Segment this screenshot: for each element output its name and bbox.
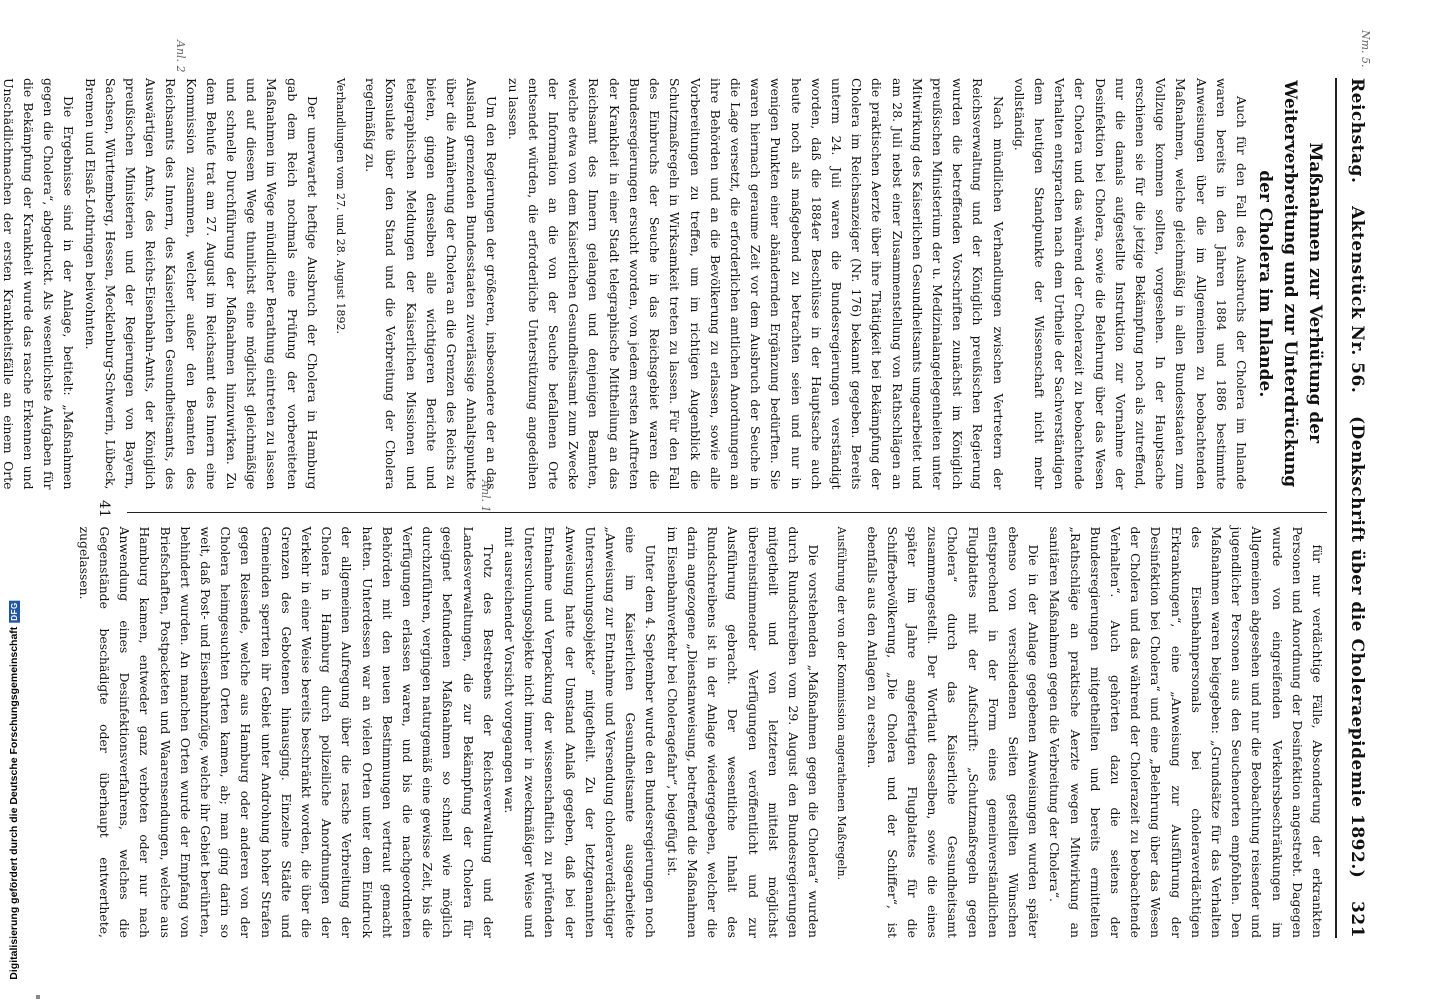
paragraph: Die Ergebnisse sind in der Anlage, betitelt: „Maßnahmen gegen die Cholera“, abgedruckt. Als wesentlichste Aufgaben für die Bekämpfung der Krankheit wurde das rasche Erkennen und Unschädlichmachen der ersten Krankheitsfälle an einem Orte	[0, 78, 77, 490]
folio-number: 41	[96, 500, 112, 518]
right-column	[76, 512, 1327, 939]
paragraph: Auch für den Fall des Ausbruchs der Cholera im Inlande waren bereits in den Jahren 1884 und 1886 bestimmte Anweisungen über die im Allgemeinen zu beobachtenden Maßnahmen, welche gleichmäßig in allen Bundesstaaten zum Vollzuge kommen sollten, vorgesehen. In der Hauptsache erschienen sie für die jetzige Bekämpfung noch als zutreffend, nur die damals aufgestellte Instruktion zur Vornahme der Desinfektion bei Cholera, sowie die Belehrung über das Wesen der Cholera und das während der Cholerazeit zu beobachtende Verhalten entsprachen nach dem Urtheile der Sachverständigen dem heutigen Standpunkte der Wissenschaft nicht mehr vollständig.	[1011, 78, 1249, 490]
paragraph: Die vorstehenden „Maßnahmen gegen die Cholera“ wurden durch Rundschreiben vom 29. August den Bundesregierungen mitgetheilt und von letzteren mittelst möglichst übereinstimmender Verfügungen veröffentlicht und zur Ausführung gebracht. Der wesentliche Inhalt des Rundschreibens ist in der Anlage wiedergegeben, welcher die darin angezogene „Dienstanweisung, betreffend die Maßnahmen im Eisenbahnverkehr bei Choleragefahr“, beigefügt ist.	[664, 526, 822, 938]
left-column	[0, 78, 1327, 490]
header-subtitle: (Denkschrift über die Choleraepidemie 1892.)	[1347, 415, 1367, 879]
pencil-note: Anl. 1	[479, 480, 492, 513]
header-left: Reichstag.	[1347, 78, 1367, 184]
paragraph: Um den Regierungen der größeren, insbesondere der an das Ausland grenzenden Bundesstaaten zuverlässige Anhaltspunkte über die Annäherung der Cholera an die Grenzen des Reichs zu bieten, gingen denselben alle wichtigeren Berichte und telegraphischen Meldungen der Kaiserlichen Missionen und Konsulate über den Stand und die Verbreitung der Cholera regelmäßig zu.	[363, 78, 500, 490]
digitization-stamp	[5, 580, 23, 1000]
pencil-note: Nm. 5.	[1359, 30, 1372, 68]
page-number: 321	[1347, 901, 1367, 938]
paragraph: für nur verdächtige Fälle, Absonderung der erkrankten Personen und Anordnung der Desinfektion angestrebt. Dagegen wurde von eingreifenden Verkehrsbeschränkungen im Allgemeinen abgesehen und nur die Beobachtung reisender und jugendlicher Personen aus den Seuchenorten empfohlen. Den Maßnahmen waren beigegeben: „Grundsätze für das Verhalten des Eisenbahnpersonals bei choleraverdächtigen Erkrankungen“, eine „Anweisung zur Ausführung der Desinfektion bei Cholera“ und eine „Belehrung über das Wesen der Cholera und das während der Cholerazeit zu beobachtende Verhalten“. Auch gehörten dazu die seitens der Bundesregierungen mitgetheilten und bereits ermittelten „Rathschläge an praktische Aerzte wegen Mitwirkung an sanitären Maßnahmen gegen die Verbreitung der Cholera“.	[1047, 526, 1325, 938]
scan-mark	[36, 995, 40, 999]
paragraph: Nach mündlichen Verhandlungen zwischen Vertretern der Reichsverwaltung und der Königlich preußischen Regierung wurden die betreffenden Vorschriften zunächst im Königlich preußischen Ministerium der u. Medizinalangelegenheiten unter Mitwirkung des Kaiserlichen Gesundheitsamts umgearbeitet und am 28. Juli nebst einer Zusammenstellung von Rathschlägen an die praktischen Aerzte über ihre Thätigkeit bei Bekämpfung der Cholera im Reichsanzeiger (Nr. 176) bekannt gegeben. Bereits unterm 24. Juli waren die Bundesregierungen verständigt worden, daß die 1884er Beschlüsse in der Hauptsache auch heute noch als maßgebend zu betrachten seien und nur in wenigen Punkten einer abändernden Ergänzung bedürften. Sie waren hiernach geraume Zeit vor dem Ausbruch der Seuche in die Lage versetzt, die erforderlichen amtlichen Anordnungen an ihre Behörden und an die Bevölkerung zu erlassen, sowie alle Vorbereitungen zu treffen, um im richtigen Augenblick die Schutzmaßregeln in Wirksamkeit treten zu lassen. Für den Fall des Einbruchs der Seuche in das Reichsgebiet waren die Bundesregierungen ersucht worden, von jedem ersten Auftreten der Krankheit in einer Stadt telegraphische Mittheilung an das Reichsamt des Innern gelangen und denjenigen Beamten, welche etwa von dem Kaiserlichen Gesundheitsamt zum Zwecke der Information an die von der Seuche befallenen Orte entsendet würden, die erforderliche Unterstützung angedeihen zu lassen.	[505, 78, 1006, 490]
paragraph: Unter dem 4. September wurde den Bundesregierungen noch eine im Kaiserlichen Gesundheitsamte ausgearbeitete „Anweisung zur Entnahme und Versendung choleraverdächtiger Untersuchungsobjekte“ mitgetheilt. Zu der letztgenannten Anweisung hatte der Umstand Anlaß gegeben, daß bei der Entnahme und Verpackung der wissenschaftlich zu prüfenden Untersuchungsobjekte nicht immer in zweckmäßiger Weise und mit ausreichender Vorsicht vorgegangen war.	[502, 526, 659, 938]
paragraph: Der unerwartet heftige Ausbruch der Cholera in Hamburg gab dem Reich nochmals eine Prüfung der vorbereiteten Maßnahmen im Wege mündlicher Berathung eintreten zu lassen und auf diesem Wege thunlichst eine möglichst gleichmäßige und schnelle Durchführung der Maßnahmen hinzuwirken. Zu dem Behufe trat am 27. August im Reichsamt des Innern eine Kommission zusammen, welcher außer den Beamten des Reichsamts des Innern, des Kaiserlichen Gesundheitsamts, des Auswärtigen Amts, des Reichs-Eisenbahn-Amts, der Königlich preußischen Ministerien und der Regierungen von Bayern, Sachsen, Württemberg, Hessen, Mecklenburg-Schwerin, Lübeck, Bremen und Elsaß-Lothringen beiwohnten.	[82, 78, 320, 490]
pencil-note: Anl. 2	[174, 40, 187, 73]
paragraph: Die in der Anlage gegebenen Anweisungen wurden später ebenso von verschiedenen Seiten gestellten Wünschen entsprechend in der Form eines gemeinverständlichen Flugblattes mit der Aufschrift: „Schutzmaßregeln gegen Cholera“ durch das Kaiserliche Gesundheitsamt zusammengestellt. Der Wortlaut desselben, sowie die eines später im Jahre angefertigten Flugblattes für die Schifferbevölkerung, „Die Cholera und der Schiffer“, ist ebenfalls aus den Anlagen zu ersehen.	[864, 526, 1042, 938]
subsection-heading: Ausführung der von der Kommission angerathenen Maßregeln.	[835, 526, 849, 881]
paragraph: Trotz des Bestrebens der Reichsverwaltung und der Landesverwaltungen, die zur Bekämpfung der Cholera für geeignet befundenen Maßnahmen so schnell wie möglich durchzuführen, vergingen naturgemäß eine gewisse Zeit, bis die Verfügungen erlassen waren, und bis die nachgeordneten Behörden mit den neuen Bestimmungen vertraut gemacht hatten. Unterdessen war an vielen Orten unter dem Eindruck der allgemeinen Aufregung über die rasche Verbreitung der Cholera in Hamburg durch polizeiliche Anordnungen der Verkehr in einer Weise bereits beschränkt worden, die über die Grenzen des Gebotenen hinausging. Einzelne Städte und Gemeinden sperrten ihr Gebiet unter Androhung hoher Strafen gegen Reisende, welche aus Hamburg oder anderen von der Cholera heimgesuchten Orten kamen, ab; man ging darin so weit, daß Post- und Eisenbahnzüge, welche ihr Gebiet berührten, behindert wurden. An manchen Orten wurde der Empfang von Briefschaften, Postpacketen und Waarensendungen, welche aus Hamburg kamen, entweder ganz verboten oder nur nach Anwendung eines Desinfektionsverfahrens, welches die Gegenstände beschädigte oder überhaupt entwerthete, zugelassen.	[76, 526, 496, 938]
page-header	[1335, 78, 1377, 938]
header-center: Aktenstück Nr. 56.	[1347, 206, 1367, 394]
stamp-text: Digitalisierung gefördert durch die Deutsche Forschungsgemeinschaft	[8, 626, 20, 980]
subsection-heading: Verhandlungen vom 27. und 28. August 1892.	[334, 78, 348, 334]
section-title: Maßnahmen zur Verhütung der Weiterverbreitung und zur Unterdrückung der Cholera im Inlande.	[1255, 80, 1325, 488]
dfg-logo-icon: DFG	[9, 602, 19, 621]
